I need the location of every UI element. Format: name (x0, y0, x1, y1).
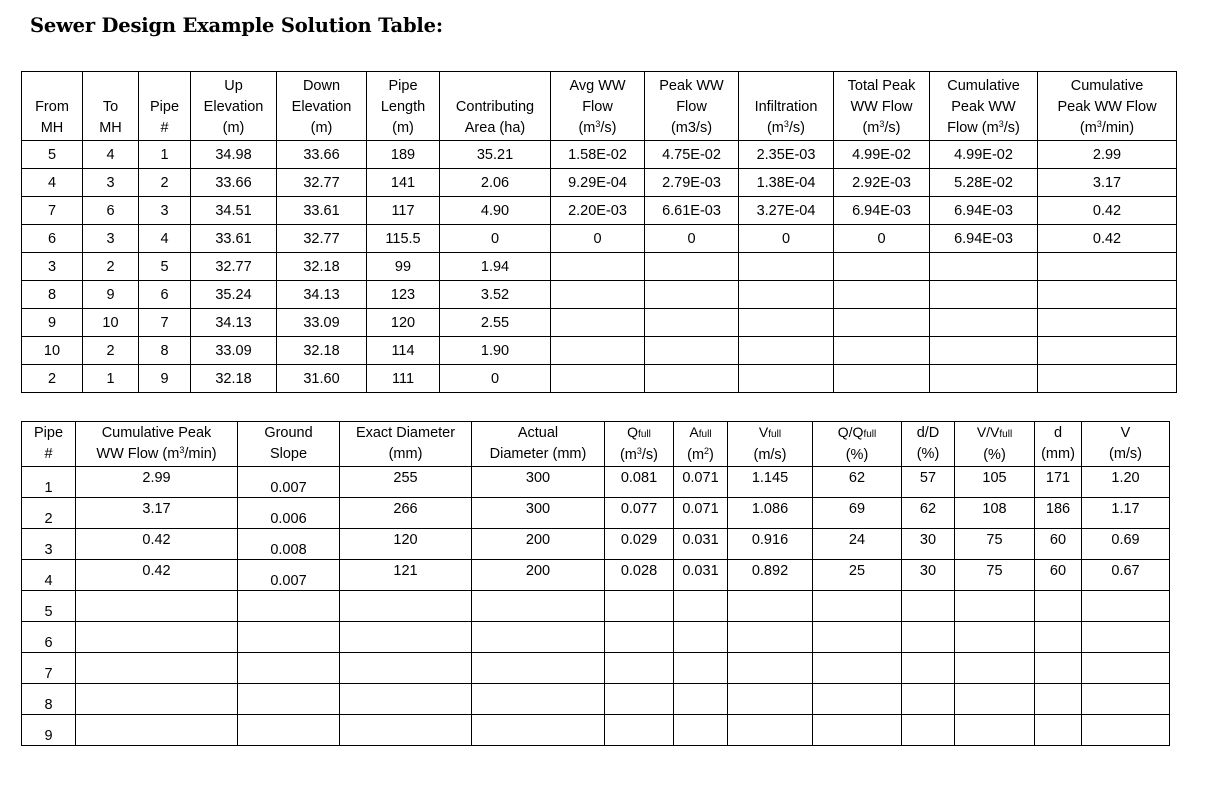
table-cell: 0.071 (674, 467, 728, 498)
table-cell (340, 684, 472, 715)
table-cell: 4.90 (440, 197, 551, 225)
table-cell: 6 (83, 197, 139, 225)
table-cell: 75 (955, 529, 1035, 560)
table-cell (472, 715, 605, 746)
table-cell (76, 591, 238, 622)
header-depth: d (mm) (1035, 422, 1082, 467)
table-cell: 0.42 (76, 529, 238, 560)
table-cell: 6.61E-03 (645, 197, 739, 225)
table-cell (674, 715, 728, 746)
table-cell: 0.007 (238, 560, 340, 591)
table-cell: 33.61 (191, 225, 277, 253)
table-cell: 4 (22, 560, 76, 591)
table-cell: 4.75E-02 (645, 141, 739, 169)
table-cell: 3 (22, 253, 83, 281)
table-cell (739, 337, 834, 365)
table-cell (930, 337, 1038, 365)
table-cell: 171 (1035, 467, 1082, 498)
table-cell: 5 (22, 141, 83, 169)
table-cell: 30 (902, 529, 955, 560)
table-cell: 62 (902, 498, 955, 529)
table-cell: 60 (1035, 529, 1082, 560)
table-cell: 5 (139, 253, 191, 281)
table-cell (1035, 622, 1082, 653)
table-cell: 0.077 (605, 498, 674, 529)
table-cell (739, 365, 834, 393)
table-row (22, 529, 1170, 560)
table-cell: 33.66 (191, 169, 277, 197)
table-cell (605, 622, 674, 653)
table-cell (1035, 715, 1082, 746)
table-cell: 25 (813, 560, 902, 591)
table-cell (1038, 337, 1177, 365)
table-row (22, 337, 1177, 365)
table-cell (902, 715, 955, 746)
table-cell: 8 (139, 337, 191, 365)
table-cell: 9 (22, 715, 76, 746)
table-cell: 8 (22, 684, 76, 715)
table-cell (813, 684, 902, 715)
table-cell: 0.031 (674, 529, 728, 560)
table-cell: 0.42 (1038, 197, 1177, 225)
table-cell: 189 (367, 141, 440, 169)
table-cell: 0 (551, 225, 645, 253)
table-cell (955, 684, 1035, 715)
table-cell: 1.145 (728, 467, 813, 498)
table-cell: 10 (22, 337, 83, 365)
table-row (22, 309, 1177, 337)
table-cell: 0.69 (1082, 529, 1170, 560)
table-cell: 1.38E-04 (739, 169, 834, 197)
header-from-mh: From MH (22, 72, 83, 141)
table-cell: 0.892 (728, 560, 813, 591)
table-cell: 0.071 (674, 498, 728, 529)
table-cell (1082, 684, 1170, 715)
table-cell (834, 309, 930, 337)
table-cell (930, 365, 1038, 393)
table-cell (472, 684, 605, 715)
table-cell: 1.90 (440, 337, 551, 365)
header-actual-diameter: Actual Diameter (mm) (472, 422, 605, 467)
table-row (22, 653, 1170, 684)
table-cell (238, 715, 340, 746)
table-cell: 2 (139, 169, 191, 197)
table-cell (955, 622, 1035, 653)
table-cell: 1.17 (1082, 498, 1170, 529)
table-row (22, 253, 1177, 281)
table-cell: 32.18 (191, 365, 277, 393)
table-cell: 300 (472, 498, 605, 529)
table-cell (340, 653, 472, 684)
table-cell: 3.27E-04 (739, 197, 834, 225)
table-cell (1038, 253, 1177, 281)
table-cell: 0.006 (238, 498, 340, 529)
header-down-elevation: Down Elevation (m) (277, 72, 367, 141)
table-cell: 0.42 (76, 560, 238, 591)
table-cell (930, 309, 1038, 337)
table-cell: 4 (83, 141, 139, 169)
table-cell: 7 (22, 653, 76, 684)
header-total-peak-ww-flow: Total Peak WW Flow $(m^3/s)$ (834, 72, 930, 141)
table-cell (813, 653, 902, 684)
table-cell: 75 (955, 560, 1035, 591)
table-cell: 6.94E-03 (930, 225, 1038, 253)
table-cell: 32.77 (277, 169, 367, 197)
table-cell: 6 (139, 281, 191, 309)
table-cell: 4 (139, 225, 191, 253)
table-row (22, 169, 1177, 197)
table-cell: 32.77 (191, 253, 277, 281)
table-cell: 24 (813, 529, 902, 560)
table-cell: 0.42 (1038, 225, 1177, 253)
table-cell: 2.55 (440, 309, 551, 337)
table1-body (22, 141, 1177, 393)
table-cell (645, 253, 739, 281)
table-cell (472, 622, 605, 653)
table-cell: 9 (22, 309, 83, 337)
table-cell: 1 (22, 467, 76, 498)
header-a-full: Afull $(m^2)$ (674, 422, 728, 467)
table-cell: 0.029 (605, 529, 674, 560)
table-cell: 2 (83, 253, 139, 281)
table-cell: 141 (367, 169, 440, 197)
table-cell (340, 591, 472, 622)
table-cell (834, 337, 930, 365)
table-cell (1035, 591, 1082, 622)
table-cell (76, 653, 238, 684)
table-cell (76, 715, 238, 746)
table-cell (551, 309, 645, 337)
table-row (22, 281, 1177, 309)
table-cell: 108 (955, 498, 1035, 529)
table-cell: 0.67 (1082, 560, 1170, 591)
table-cell: 9 (83, 281, 139, 309)
table-cell: 30 (902, 560, 955, 591)
table-cell: 60 (1035, 560, 1082, 591)
table-cell (902, 591, 955, 622)
table-cell: 32.18 (277, 253, 367, 281)
table-cell: 99 (367, 253, 440, 281)
table-cell: 0 (440, 365, 551, 393)
header-pipe-length: Pipe Length (m) (367, 72, 440, 141)
table-cell: 2.79E-03 (645, 169, 739, 197)
header-contributing-area: Contributing Area (ha) (440, 72, 551, 141)
table-cell: 3 (83, 225, 139, 253)
table-cell: 0 (834, 225, 930, 253)
table-cell: 255 (340, 467, 472, 498)
table-cell: 2.92E-03 (834, 169, 930, 197)
table1-header-row (22, 72, 1177, 141)
table-cell: 186 (1035, 498, 1082, 529)
table-cell: 1.20 (1082, 467, 1170, 498)
table-cell: 300 (472, 467, 605, 498)
table-cell: 69 (813, 498, 902, 529)
table-cell (551, 337, 645, 365)
table-cell: 117 (367, 197, 440, 225)
header-v-ratio: V/Vfull (%) (955, 422, 1035, 467)
table-cell: 6 (22, 622, 76, 653)
header-q-ratio: Q/Qfull (%) (813, 422, 902, 467)
table-cell: 35.21 (440, 141, 551, 169)
table-cell: 0 (645, 225, 739, 253)
table-cell (728, 684, 813, 715)
table-cell: 0.007 (238, 467, 340, 498)
table-cell: 0 (739, 225, 834, 253)
table-cell: 2.20E-03 (551, 197, 645, 225)
table-cell: 57 (902, 467, 955, 498)
table-cell: 1.94 (440, 253, 551, 281)
header-d-ratio: d/D (%) (902, 422, 955, 467)
header-peak-ww-flow: Peak WW Flow (m3/s) (645, 72, 739, 141)
table-cell: 2.99 (1038, 141, 1177, 169)
table-cell (238, 591, 340, 622)
header-up-elevation: Up Elevation (m) (191, 72, 277, 141)
table-cell (645, 309, 739, 337)
table-row (22, 225, 1177, 253)
table-cell: 0.028 (605, 560, 674, 591)
table-cell: 33.09 (277, 309, 367, 337)
table-cell (728, 591, 813, 622)
table-cell: 2 (22, 498, 76, 529)
table-cell: 34.98 (191, 141, 277, 169)
table-cell (728, 715, 813, 746)
table-cell: 4.99E-02 (930, 141, 1038, 169)
table-cell: 0.031 (674, 560, 728, 591)
header-exact-diameter: Exact Diameter (mm) (340, 422, 472, 467)
table-cell: 105 (955, 467, 1035, 498)
table-cell (674, 684, 728, 715)
table-cell: 4 (22, 169, 83, 197)
page-title: Sewer Design Example Solution Table: (30, 14, 443, 37)
table-cell (728, 653, 813, 684)
header-to-mh: To MH (83, 72, 139, 141)
table-cell (902, 622, 955, 653)
table-cell: 0.008 (238, 529, 340, 560)
table-cell: 2.35E-03 (739, 141, 834, 169)
table-cell: 6.94E-03 (930, 197, 1038, 225)
table-cell (1082, 715, 1170, 746)
table-cell (834, 281, 930, 309)
table-cell (834, 253, 930, 281)
table-cell (605, 653, 674, 684)
table-row (22, 197, 1177, 225)
table-cell: 114 (367, 337, 440, 365)
table-cell (551, 253, 645, 281)
table-cell: 6 (22, 225, 83, 253)
table-row (22, 715, 1170, 746)
table-cell: 111 (367, 365, 440, 393)
table-cell: 1.086 (728, 498, 813, 529)
table-cell: 34.13 (191, 309, 277, 337)
table-cell: 1 (83, 365, 139, 393)
table-row (22, 684, 1170, 715)
table-cell (813, 715, 902, 746)
table-cell: 33.66 (277, 141, 367, 169)
table-row (22, 467, 1170, 498)
table-cell (1082, 653, 1170, 684)
table-cell (605, 684, 674, 715)
table-cell: 0.081 (605, 467, 674, 498)
table-cell: 3.17 (76, 498, 238, 529)
table-cell (902, 653, 955, 684)
table-cell (1082, 591, 1170, 622)
table-cell: 0 (440, 225, 551, 253)
table-row (22, 622, 1170, 653)
header-q-full: Qfull $(m^3/s)$ (605, 422, 674, 467)
table-cell (340, 622, 472, 653)
table-row (22, 141, 1177, 169)
sewer-design-table-1 (21, 71, 1177, 393)
table-cell: 2.06 (440, 169, 551, 197)
table-cell: 200 (472, 529, 605, 560)
table-cell: 5 (22, 591, 76, 622)
table-cell (645, 281, 739, 309)
table-cell: 3 (22, 529, 76, 560)
table-cell: 3.17 (1038, 169, 1177, 197)
table-cell (834, 365, 930, 393)
table-cell: 2.99 (76, 467, 238, 498)
table-cell (739, 281, 834, 309)
table-cell (674, 622, 728, 653)
table-cell (902, 684, 955, 715)
table-cell: 10 (83, 309, 139, 337)
table-cell (674, 653, 728, 684)
header-cumulative-peak-ww-flow-min: Cumulative Peak WW Flow $(m^3/\min)$ (1038, 72, 1177, 141)
table-cell (76, 622, 238, 653)
table-cell: 5.28E-02 (930, 169, 1038, 197)
table-cell (1038, 281, 1177, 309)
table-cell (605, 715, 674, 746)
table-row (22, 591, 1170, 622)
table-cell: 33.61 (277, 197, 367, 225)
table-cell (76, 684, 238, 715)
table-cell: 121 (340, 560, 472, 591)
table-cell (645, 365, 739, 393)
table-cell (238, 622, 340, 653)
table-cell (1035, 653, 1082, 684)
header-cumulative-peak-ww-flow: Cumulative Peak WW Flow $(m^3/s)$ (930, 72, 1038, 141)
table-cell: 2 (83, 337, 139, 365)
header-avg-ww-flow: Avg WW Flow $(m^3/s)$ (551, 72, 645, 141)
table-cell: 32.77 (277, 225, 367, 253)
table-cell: 32.18 (277, 337, 367, 365)
table-cell: 1 (139, 141, 191, 169)
table-cell: 35.24 (191, 281, 277, 309)
table-cell (813, 622, 902, 653)
table-cell: 34.51 (191, 197, 277, 225)
table-cell (551, 281, 645, 309)
table-cell: 4.99E-02 (834, 141, 930, 169)
table-cell (340, 715, 472, 746)
table-cell: 115.5 (367, 225, 440, 253)
table-cell (739, 309, 834, 337)
table-cell (645, 337, 739, 365)
table-row (22, 498, 1170, 529)
header-pipe-number: Pipe # (22, 422, 76, 467)
table-cell (1038, 365, 1177, 393)
table-cell: 9.29E-04 (551, 169, 645, 197)
table-cell: 2 (22, 365, 83, 393)
table-row (22, 365, 1177, 393)
table-cell: 9 (139, 365, 191, 393)
header-v-full: Vfull (m/s) (728, 422, 813, 467)
table-cell (1035, 684, 1082, 715)
header-velocity: V (m/s) (1082, 422, 1170, 467)
table-cell (955, 715, 1035, 746)
table-cell (674, 591, 728, 622)
table-cell (472, 653, 605, 684)
table-cell: 120 (340, 529, 472, 560)
table-cell (238, 653, 340, 684)
sewer-design-table-2 (21, 421, 1170, 746)
table-cell (955, 591, 1035, 622)
table2-body (22, 467, 1170, 746)
table-cell: 3 (139, 197, 191, 225)
table-cell: 7 (139, 309, 191, 337)
table-cell: 6.94E-03 (834, 197, 930, 225)
table-cell: 31.60 (277, 365, 367, 393)
table-cell: 266 (340, 498, 472, 529)
table-cell: 3 (83, 169, 139, 197)
table-cell: 3.52 (440, 281, 551, 309)
table-cell (1038, 309, 1177, 337)
table-cell: 123 (367, 281, 440, 309)
table-cell: 33.09 (191, 337, 277, 365)
table-cell: 1.58E-02 (551, 141, 645, 169)
table-cell (955, 653, 1035, 684)
table-cell: 8 (22, 281, 83, 309)
header-infiltration: Infiltration $(m^3/s)$ (739, 72, 834, 141)
table-cell (238, 684, 340, 715)
table-cell (551, 365, 645, 393)
table2-header-row (22, 422, 1170, 467)
table-cell (739, 253, 834, 281)
table-cell (813, 591, 902, 622)
table-cell: 200 (472, 560, 605, 591)
table-cell (930, 281, 1038, 309)
header-ground-slope: Ground Slope (238, 422, 340, 467)
table-row (22, 560, 1170, 591)
table-cell (605, 591, 674, 622)
table-cell: 62 (813, 467, 902, 498)
header-pipe-number: Pipe # (139, 72, 191, 141)
table-cell (1082, 622, 1170, 653)
table-cell (930, 253, 1038, 281)
table-cell: 7 (22, 197, 83, 225)
table-cell (472, 591, 605, 622)
table-cell: 0.916 (728, 529, 813, 560)
table-cell: 120 (367, 309, 440, 337)
table-cell (728, 622, 813, 653)
table-cell: 34.13 (277, 281, 367, 309)
header-cumulative-peak-ww-flow-min: Cumulative Peak WW Flow $(m^3/\min)$ (76, 422, 238, 467)
